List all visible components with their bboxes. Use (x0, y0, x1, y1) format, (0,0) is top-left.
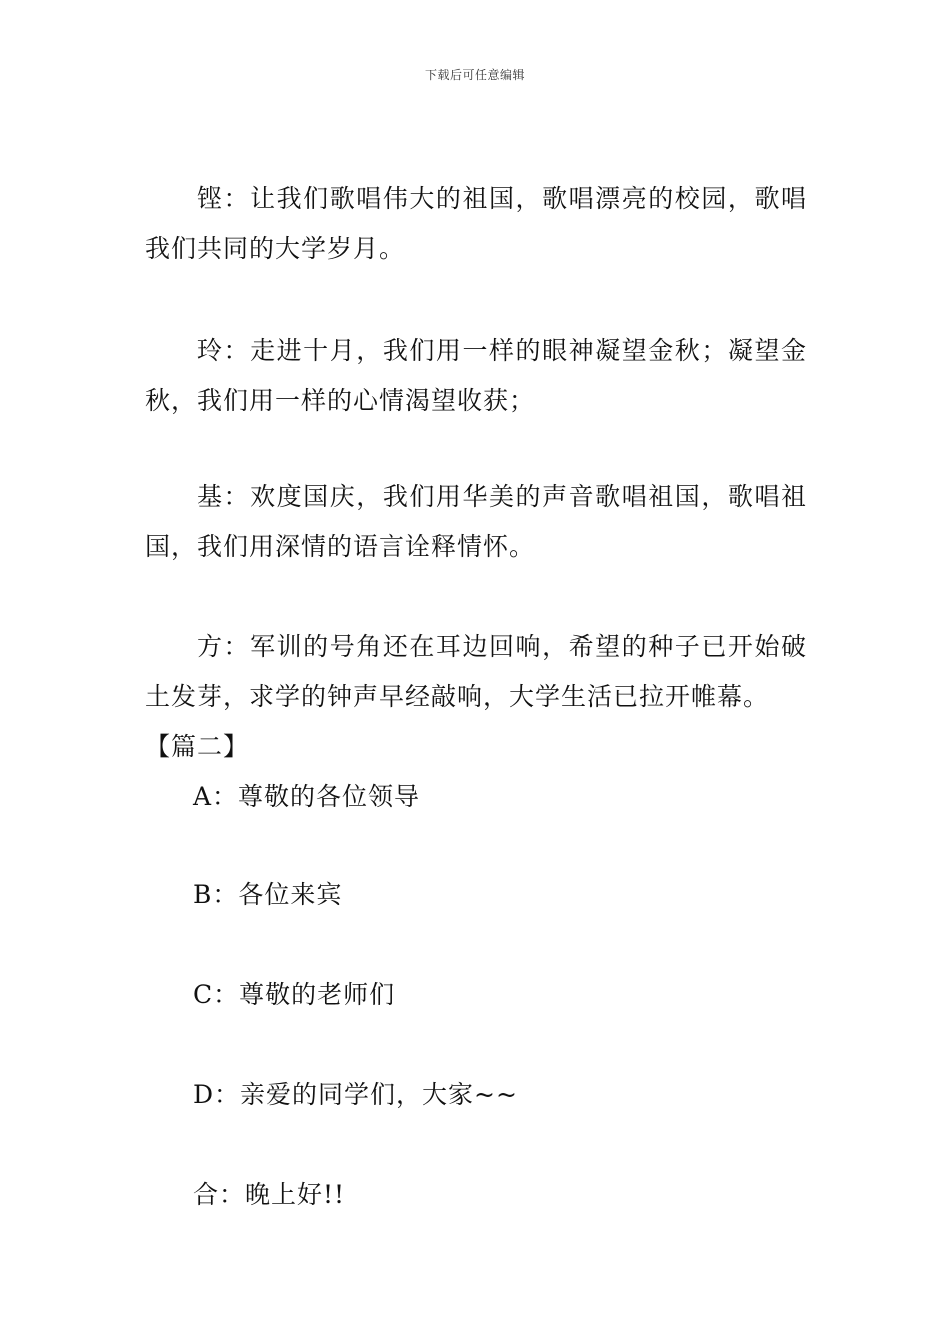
section-title: 【篇二】 (145, 732, 250, 761)
paragraph-ji: 基：欢度国庆，我们用华美的声音歌唱祖国，歌唱祖国，我们用深情的语言诠释情怀。 (145, 482, 807, 561)
paragraph-keng: 铿：让我们歌唱伟大的祖国，歌唱漂亮的校园，歌唱我们共同的大学岁月。 (145, 184, 807, 263)
page-header-note: 下载后可任意编辑 (424, 68, 525, 82)
paragraph-fang: 方：军训的号角还在耳边回响，希望的种子已开始破土发芽，求学的钟声早经敲响，大学生活已拉开帷幕。 (145, 632, 807, 711)
script-line-b: B：各位来宾 (193, 880, 343, 909)
script-line-d: D：亲爱的同学们，大家~~ (193, 1080, 518, 1109)
script-line-together: 合：晚上好!! (193, 1180, 346, 1209)
paragraph-ling: 玲：走进十月，我们用一样的眼神凝望金秋；凝望金秋，我们用一样的心情渴望收获； (145, 336, 807, 415)
script-line-a: A：尊敬的各位领导 (193, 782, 421, 811)
script-line-c: C：尊敬的老师们 (193, 980, 396, 1009)
